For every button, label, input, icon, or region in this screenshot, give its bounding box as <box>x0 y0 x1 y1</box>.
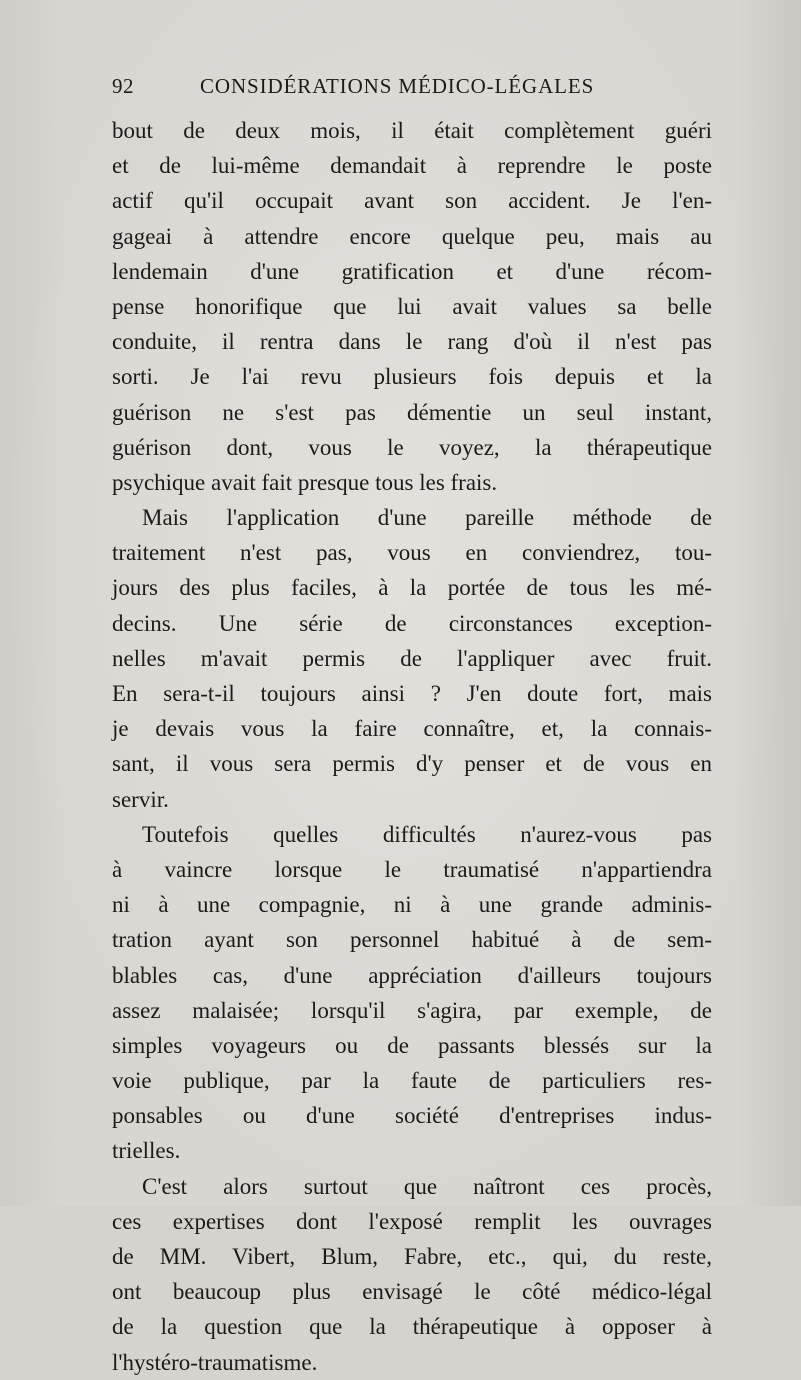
text-line: pense honorifique que lui avait values sa belle <box>112 293 712 319</box>
page-number: 92 <box>112 74 134 98</box>
text-line: assez malaisée; lorsqu'il s'agira, par exemple, de <box>112 997 712 1023</box>
text-line: sorti. Je l'ai revu plusieurs fois depuis et la <box>112 364 712 390</box>
text-line: ponsables ou d'une société d'entreprises indus- <box>112 1103 712 1129</box>
text-line: Mais l'application d'une pareille méthode de <box>142 505 712 531</box>
text-line: nelles m'avait permis de l'appliquer avec fruit. <box>112 645 712 671</box>
text-line: je devais vous la faire connaître, et, la connais- <box>112 716 712 742</box>
text-line: l'hystéro-traumatisme. <box>112 1349 318 1375</box>
text-line: voie publique, par la faute de particuliers res- <box>112 1068 712 1094</box>
text-line: traitement n'est pas, vous en conviendrez, tou- <box>112 540 712 566</box>
text-line: à vaincre lorsque le traumatisé n'appartiendra <box>112 856 712 882</box>
text-line: de MM. Vibert, Blum, Fabre, etc., qui, du reste, <box>112 1244 712 1269</box>
text-line: gageai à attendre encore quelque peu, mais au <box>112 223 712 249</box>
text-line: servir. <box>112 786 169 812</box>
text-line: trielles. <box>112 1138 181 1164</box>
text-line: decins. Une série de circonstances exception- <box>112 610 712 636</box>
text-line: guérison dont, vous le voyez, la thérapeutique <box>112 434 712 460</box>
page-header <box>112 74 712 104</box>
text-line: conduite, il rentra dans le rang d'où il n'est pas <box>112 329 712 355</box>
text-line: ni à une compagnie, ni à une grande adminis- <box>112 892 712 918</box>
text-line: simples voyageurs ou de passants blessés sur la <box>112 1032 712 1058</box>
text-line: ont beaucoup plus envisagé le côté médico-légal <box>112 1279 712 1305</box>
text-line: tration ayant son personnel habitué à de sem- <box>112 927 712 953</box>
text-line: ces expertises dont l'exposé remplit les ouvrages <box>112 1208 712 1234</box>
body-text <box>112 113 712 1380</box>
text-line: de la question que la thérapeutique à opposer à <box>112 1314 712 1340</box>
text-line: blables cas, d'une appréciation d'ailleurs toujours <box>112 962 712 988</box>
text-line: jours des plus faciles, à la portée de tous les mé- <box>112 575 712 601</box>
text-line: C'est alors surtout que naîtront ces procès, <box>142 1173 712 1199</box>
text-line: actif qu'il occupait avant son accident. Je l'en- <box>112 188 712 214</box>
text-line: et de lui-même demandait à reprendre le poste <box>112 153 712 179</box>
text-line: Toutefois quelles difficultés n'aurez-vous pas <box>142 821 712 847</box>
text-line: guérison ne s'est pas démentie un seul instant, <box>112 399 712 425</box>
text-line: En sera-t-il toujours ainsi ? J'en doute fort, mais <box>112 681 712 706</box>
text-line: sant, il vous sera permis d'y penser et de vous en <box>112 751 712 777</box>
running-title: CONSIDÉRATIONS MÉDICO-LÉGALES <box>200 74 595 98</box>
text-line: psychique avait fait presque tous les frais. <box>112 469 498 495</box>
text-line: lendemain d'une gratification et d'une récom- <box>112 258 712 284</box>
text-line: bout de deux mois, il était complètement guéri <box>112 118 712 143</box>
